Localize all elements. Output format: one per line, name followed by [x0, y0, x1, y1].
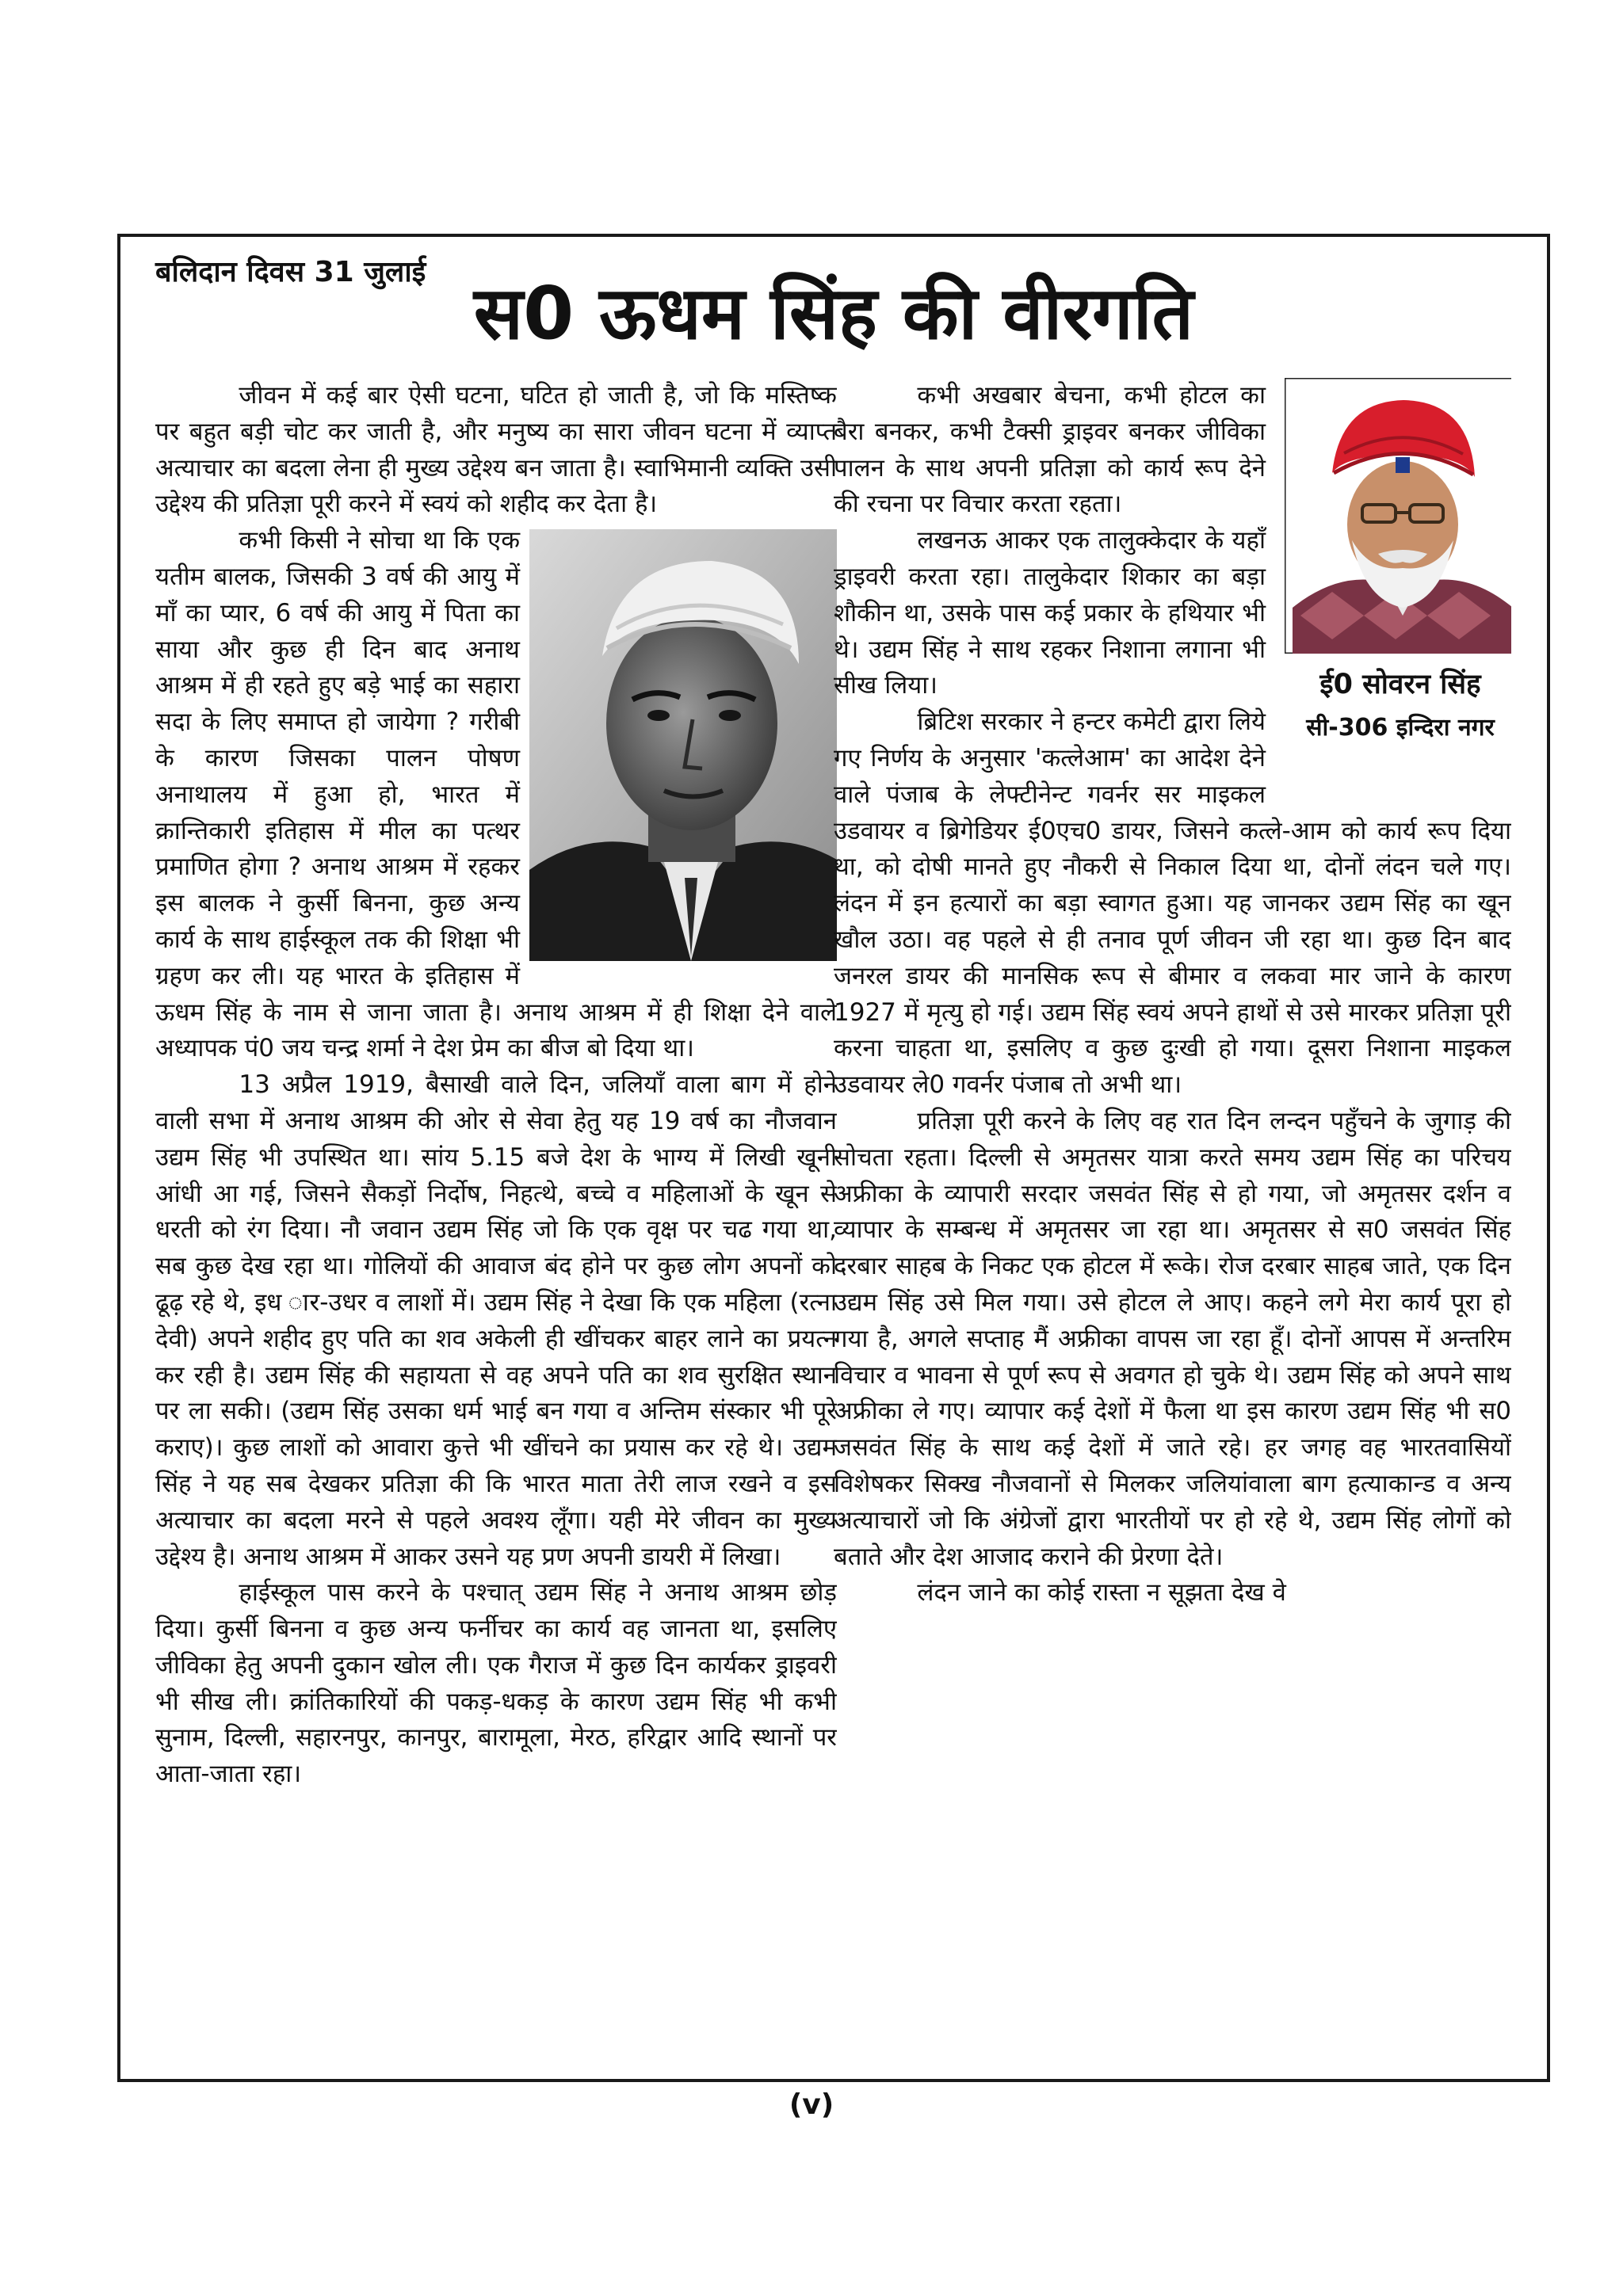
- paragraph: ब्रिटिश सरकार ने हन्टर कमेटी द्वारा लिये गए निर्णय के अनुसार 'कत्लेआम' का आदेश देने वाले पंजाब के लेफ्टीनेन्ट गवर्नर सर माइकल उडवायर व ब्रिगेडियर ई0एच0 डायर, जिसने कत्ले-आम को कार्य रूप दिया था, को दोषी मानते हुए नौकरी से निकाल दिया था, दोनों लंदन चले गए। लंदन में इन हत्यारों का बड़ा स्वागत हुआ। यह जानकर उद्यम सिंह का खून खौल उठा। वह पहले से ही तनाव पूर्ण जीवन जी रहा था। कुछ दिन बाद जनरल डायर की मानसिक रूप से बीमार व लकवा मार जाने के कारण 1927 में मृत्यु हो गई। उद्यम सिंह स्वयं अपने हाथों से उसे मारकर प्रतिज्ञा पूरी करना चाहता था, इसलिए व कुछ दुःखी हो गया। दूसरा निशाना माइकल उडवायर ले0 गवर्नर पंजाब तो अभी था।: [834, 707, 1511, 1100]
- paragraph: प्रतिज्ञा पूरी करने के लिए वह रात दिन लन्दन पहुँचने के जुगाड़ की सोचता रहता। दिल्ली से अमृतसर यात्रा करते समय उद्यम सिंह का परिचय अफ्रीका के व्यापारी सरदार जसवंत सिंह से हो गया, जो अमृतसर दर्शन व व्यापार के सम्बन्ध में अमृतसर जा रहा था। अमृतसर से स0 जसवंत सिंह दरबार साहब के निकट एक होटल में रूके। रोज दरबार साहब जाते, एक दिन उद्यम सिंह उसे मिल गया। उसे होटल ले आए। कहने लगे मेरा कार्य पूरा हो गया है, अगले सप्ताह मैं अफ्रीका वापस जा रहा हूँ। दोनों आपस में अन्तरिम विचार व भावना से पूर्ण रूप से अवगत हो चुके थे। उद्यम सिंह को अपने साथ अफ्रीका ले गए। व्यापार कई देशों में फैला था इस कारण उद्यम सिंह भी स0 जसवंत सिंह के साथ कई देशों में जाते रहे। हर जगह वह भारतवासियों विशेषकर सिक्ख नौजवानों से मिलकर जलियांवाला बाग हत्याकान्ड व अन्य अत्याचारों जो कि अंग्रेजों द्वारा भारतीयों पर हो रहे थे, उद्यम सिंह लोगों को बताते और देश आजाद कराने की प्रेरणा देते।: [834, 1106, 1511, 1571]
- paragraph: लखनऊ आकर एक तालुक्केदार के यहाँ ड्राइवरी करता रहा। तालुकेदार शिकार का बड़ा शौकीन था, उसके पास कई प्रकार के हथियार भी थे। उद्यम सिंह ने साथ रहकर निशाना लगाना भी सीख लिया।: [834, 526, 1266, 700]
- article-frame: [117, 234, 1550, 2082]
- portrait-photo-udham-singh: [529, 529, 837, 961]
- paragraph: जीवन में कई बार ऐसी घटना, घटित हो जाती है, जो कि मस्तिष्क पर बहुत बड़ी चोट कर जाती है, और मनुष्य का सारा जीवन घटना में व्याप्त अत्याचार का बदला लेना ही मुख्य उद्देश्य बन जाता है। स्वाभिमानी व्यक्ति उसी उद्देश्य की प्रतिज्ञा पूरी करने में स्वयं को शहीद कर देता है।: [155, 381, 837, 519]
- left-column: [155, 378, 837, 2073]
- author-name: ई0 सोवरन सिंह: [1319, 669, 1481, 700]
- article-kicker: बलिदान दिवस 31 जुलाई: [155, 256, 426, 288]
- paragraph: हाईस्कूल पास करने के पश्चात् उद्यम सिंह ने अनाथ आश्रम छोड़ दिया। कुर्सी बिनना व कुछ अन्य फर्नीचर का कार्य वह जानता था, इसलिए जीविका हेतु अपनी दुकान खोल ली। एक गैराज में कुछ दिन कार्यकर ड्राइवरी भी सीख ली। क्रांतिकारियों की पकड़-धकड़ के कारण उद्यम सिंह भी कभी सुनाम, दिल्ली, सहारनपुर, कानपुर, बारामूला, मेरठ, हरिद्वार आदि स्थानों पर आता-जाता रहा।: [155, 1578, 837, 1789]
- paragraph: कभी अखबार बेचना, कभी होटल का बैरा बनकर, कभी टैक्सी ड्राइवर बनकर जीविका पालन के साथ अपनी प्रतिज्ञा को कार्य रूप देने की रचना पर विचार करता रहता।: [834, 381, 1266, 519]
- paragraph: 13 अप्रैल 1919, बैसाखी वाले दिन, जलियाँ वाला बाग में होने वाली सभा में अनाथ आश्रम की ओर से सेवा हेतु यह 19 वर्ष का नौजवान उद्यम सिंह भी उपस्थित था। सांय 5.15 बजे देश के भाग्य में लिखी खूनी आंधी आ गई, जिसने सैकड़ों निर्दोष, निहत्थे, बच्चे व महिलाओं के खून से धरती को रंग दिया। नौ जवान उद्यम सिंह जो कि एक वृक्ष पर चढ गया था, सब कुछ देख रहा था। गोलियों की आवाज बंद होने पर कुछ लोग अपनों को ढूढ़ रहे थे, इध ार-उधर व लाशों में। उद्यम सिंह ने देखा कि एक महिला (रत्ना देवी) अपने शहीद हुए पति का शव अकेली ही खींचकर बाहर लाने का प्रयत्न कर रही है। उद्यम सिंह की सहायता से वह अपने पति का शव सुरक्षित स्थान पर ला सकी। (उद्यम सिंह उसका धर्म भाई बन गया व अन्तिम संस्कार भी पूरे कराए)। कुछ लाशों को आवारा कुत्ते भी खींचने का प्रयास कर रहे थे। उद्यम सिंह ने यह सब देखकर प्रतिज्ञा की कि भारत माता तेरी लाज रखने व इस अत्याचार का बदला मरने से पहले अवश्य लूँगा। यही मेरे जीवन का मुख्य उद्देश्य है। अनाथ आश्रम में आकर उसने यह प्रण अपनी डायरी में लिखा।: [155, 1070, 837, 1571]
- author-photo: [1285, 378, 1511, 654]
- page-number: (v): [789, 2088, 834, 2121]
- author-address: सी-306 इन्दिरा नगर: [1306, 714, 1495, 742]
- right-column: [834, 378, 1511, 2073]
- paragraph: लंदन जाने का कोई रास्ता न सूझता देख वे: [917, 1578, 1286, 1608]
- paragraph: कभी किसी ने सोचा था कि एक यतीम बालक, जिसकी 3 वर्ष की आयु में माँ का प्यार, 6 वर्ष की आयु में पिता का साया और कुछ ही दिन बाद अनाथ आश्रम में ही रहते हुए बड़े भाई का सहारा सदा के लिए समाप्त हो जायेगा ? गरीबी के कारण जिसका पालन पोषण अनाथालय में हुआ हो, भारत में क्रान्तिकारी इतिहास में मील का पत्थर प्रमाणित होगा ? अनाथ आश्रम में रहकर इस बालक ने कुर्सी बिनना, कुछ अन्य कार्य के साथ हाईस्कूल तक की शिक्षा भी ग्रहण कर ली। यह भारत के इतिहास में ऊधम सिंह के नाम से जाना जाता है। अनाथ आश्रम में ही शिक्षा देने वाले अध्यापक पं0 जय चन्द्र शर्मा ने देश प्रेम का बीज बो दिया था।: [155, 526, 837, 1063]
- author-box: [1281, 378, 1511, 796]
- article-headline: स0 ऊधम सिंह की वीरगति: [473, 271, 1194, 356]
